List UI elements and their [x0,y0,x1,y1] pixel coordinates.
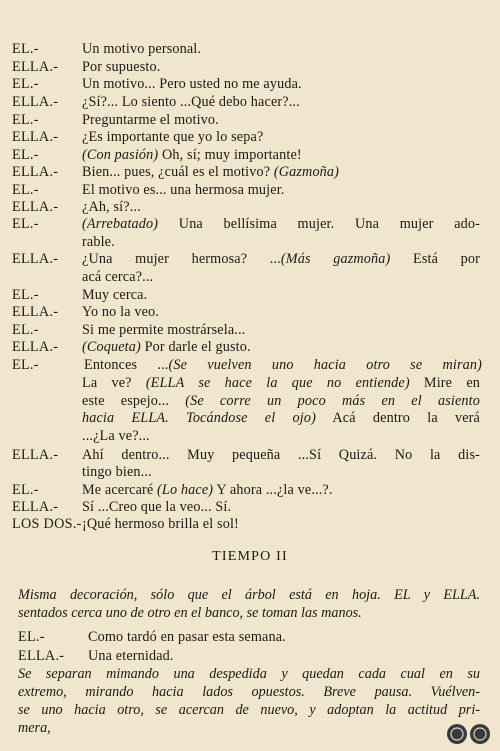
dialogue-text: Me acercaré (Lo hace) Y ahora ...¿la ve...?. [82,482,333,498]
speaker-label: EL.- [12,357,39,373]
dialogue-text: Si me permite mostrársela... [82,322,246,338]
speaker-label: LOS DOS.- [12,516,82,532]
stage-direction: (Gazmoña) [273,164,340,180]
dialogue-text: (Con pasión) Oh, sí; muy importante! [82,147,302,163]
speaker-label: ELLA.- [12,199,59,215]
stage-direction: hacia ELLA. Tocándose el ojo) [82,410,316,426]
stage-direction-line: mera, [18,720,51,736]
speaker-label: EL.- [12,182,39,198]
stage-direction-line: extremo, mirando hacia lados opuestos. Breve pausa. Vuélven- [18,684,480,700]
dialogue-text: rable. [82,234,115,250]
dialogue-text: Un motivo personal. [82,41,202,57]
dialogue-text: Por supuesto. [82,59,161,75]
speaker-label: EL.- [12,322,39,338]
stage-direction-line: Se separan mimando una despedida y quedan cada cual en su [18,666,480,682]
dialogue-text: hacia ELLA. Tocándose el ojo) Acá dentro la verá [82,410,480,426]
speaker-label: ELLA.- [18,648,65,664]
dialogue-text: ¿Ah, sí?... [82,199,141,215]
dialogue-text: Sí ...Creo que la veo... Sí. [82,499,232,515]
stage-direction: (Con pasión) [82,147,159,163]
speaker-label: EL.- [18,629,45,645]
dialogue-text: ¿Una mujer hermosa? ...(Más gazmoña) Está por [82,251,480,267]
speaker-label: ELLA.- [12,304,59,320]
speaker-label: ELLA.- [12,164,59,180]
speaker-label: ELLA.- [12,251,59,267]
dialogue-text: ¿Sí?... Lo siento ...Qué debo hacer?... [82,94,300,110]
speaker-label: EL.- [12,76,39,92]
dialogue-text: Una eternidad. [88,648,174,664]
dialogue-text: El motivo es... una hermosa mujer. [82,182,285,198]
dialogue-text: Preguntarme el motivo. [82,112,219,128]
stage-direction: (ELLA se hace la que no entiende) [145,375,410,391]
dialogue-text: (Coqueta) Por darle el gusto. [82,339,251,355]
dialogue-text: ¿Es importante que yo lo sepa? [82,129,264,145]
speaker-label: EL.- [12,482,39,498]
dialogue-text: Yo no la veo. [82,304,159,320]
dialogue-text: tingo bien... [82,464,152,480]
stage-direction-line: sentados cerca uno de otro en el banco, se toman las manos. [18,605,362,621]
speaker-label: ELLA.- [12,59,59,75]
stage-direction-line: se uno hacia otro, se acercan de nuevo, y adoptan la actitud pri- [18,702,480,718]
dialogue-text: La ve? (ELLA se hace la que no entiende) Mire en [82,375,481,391]
dialogue-text: ...¿La ve?... [82,428,150,444]
stage-direction: (Se vuelven uno hacia otro se miran) [168,357,482,373]
speaker-label: ELLA.- [12,499,59,515]
circular-stamp-icons [446,723,492,745]
dialogue-text: ¡Qué hermoso brilla el sol! [82,516,239,532]
stage-direction: (Arrebatado) [82,216,159,232]
speaker-label: EL.- [12,147,39,163]
dialogue-text: Bien... pues, ¿cuál es el motivo? (Gazmoña) [82,164,340,180]
speaker-label: ELLA.- [12,339,59,355]
speaker-label: ELLA.- [12,447,59,463]
stage-direction-line: Misma decoración, sólo que el árbol está en hoja. EL y ELLA. [18,587,480,603]
speaker-label: EL.- [12,216,39,232]
speaker-label: EL.- [12,41,39,57]
stage-direction: (Más gazmoña) [280,251,391,267]
stage-direction: (Lo hace) [157,482,214,498]
speaker-label: ELLA.- [12,94,59,110]
dialogue-text: Como tardó en pasar esta semana. [88,629,286,645]
dialogue-text: este espejo... (Se corre un poco más en el asiento [82,393,480,409]
dialogue-text: Un motivo... Pero usted no me ayuda. [82,76,302,92]
section-title: TIEMPO II [212,549,288,564]
speaker-label: EL.- [12,112,39,128]
speaker-label: EL.- [12,287,39,303]
dialogue-text: Muy cerca. [82,287,148,303]
dialogue-text: Entonces ...(Se vuelven uno hacia otro se miran) [84,357,482,373]
dialogue-text: acá cerca?... [82,269,154,285]
dialogue-text: Ahí dentro... Muy pequeña ...Sí Quizá. No la dis- [82,447,480,463]
stage-direction: (Coqueta) [82,339,141,355]
dialogue-text: (Arrebatado) Una bellísima mujer. Una mujer ado- [82,216,480,232]
stage-direction: (Se corre un poco más en el asiento [185,393,480,409]
speaker-label: ELLA.- [12,129,59,145]
